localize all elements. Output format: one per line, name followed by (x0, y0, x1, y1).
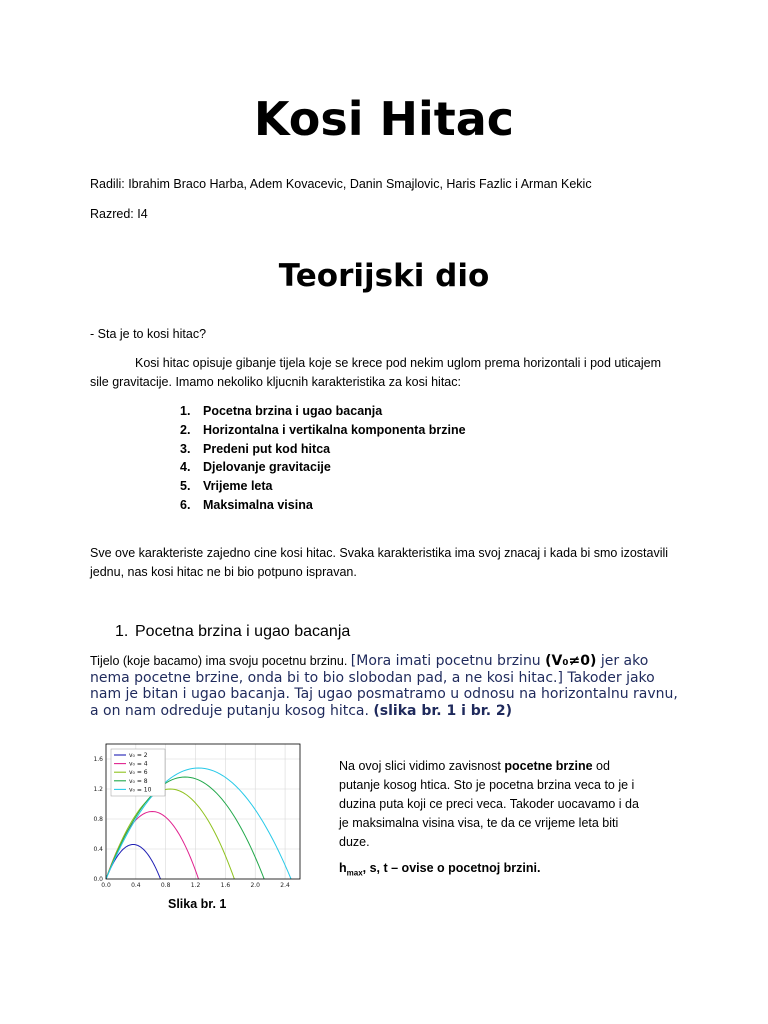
velocity-paragraph-part2: [Mora imati pocetnu brzinu (350, 653, 546, 669)
legend-label: v₀ = 2 (129, 752, 148, 759)
dependency-h: h (339, 861, 347, 875)
authors-line: Radili: Ibrahim Braco Harba, Adem Kovacevic, Danin Smajlovic, Haris Fazlic i Arman Kekic (90, 177, 592, 191)
characteristic-item (180, 421, 466, 440)
velocity-paragraph (90, 653, 690, 719)
class-line: Razred: I4 (90, 207, 148, 221)
characteristic-number: 6. (180, 497, 191, 512)
trajectory-line (106, 845, 160, 880)
legend-label: v₀ = 4 (129, 760, 148, 768)
dependency-subscript: max (346, 868, 363, 878)
figure-caption: Slika br. 1 (168, 897, 227, 911)
figure-description-bold: pocetne brzine (504, 759, 593, 773)
intro-paragraph: Kosi hitac opisuje gibanje tijela koje se krece pod nekim uglom prema horizontali i pod uticajem sile gravitacije. Imamo nekoliko kljucnih karakteristika za kosi hitac: (90, 356, 661, 389)
legend-label: v₀ = 6 (129, 769, 148, 777)
characteristic-number: 2. (180, 422, 191, 437)
characteristic-number: 5. (180, 479, 191, 494)
characteristic-item (180, 440, 466, 459)
characteristic-label: Horizontalna i vertikalna komponenta brzine (203, 422, 466, 437)
section-title: Teorijski dio (278, 258, 490, 294)
summary-paragraph: Sve ove karakteriste zajedno cine kosi hitac. Svaka karakteristika ima svoj znacaj i kada bi smo izostavili jednu, nas kosi hitac ne bi bio potpuno ispravan. (90, 546, 669, 579)
characteristic-number: 4. (180, 460, 191, 475)
chart-legend (111, 749, 165, 796)
characteristic-number: 1. (180, 404, 191, 418)
legend-label: v₀ = 8 (129, 777, 148, 785)
characteristic-item (180, 477, 466, 496)
trajectory-line (106, 789, 234, 879)
y-tick-label: 1.6 (93, 756, 103, 763)
figure-reference: (slika br. 1 i br. 2) (373, 702, 513, 719)
x-tick-label: 1.2 (190, 882, 201, 889)
characteristic-item (180, 458, 466, 477)
characteristic-label: Predeni put kod hitca (203, 441, 331, 456)
y-tick-label: 0.8 (93, 816, 103, 823)
x-tick-label: 0.8 (160, 882, 171, 889)
y-tick-label: 0.0 (93, 876, 103, 883)
figure-description (339, 757, 639, 852)
figure-description-part1: Na ovoj slici vidimo zavisnost (339, 759, 505, 773)
x-tick-label: 2.4 (280, 882, 290, 889)
dependency-line (339, 861, 540, 878)
trajectory-chart (86, 738, 316, 898)
question-line: - Sta je to kosi hitac? (90, 327, 207, 341)
characteristic-label: Djelovanje gravitacije (203, 460, 331, 475)
velocity-paragraph-part3: jer ako nema pocetne brzine, onda bi to bio slobodan pad, a ne kosi hitac.] Takoder jako nam je bitan i ugao bacanja. Taj ugao posmatramo u odnosu na horizontalnu ravnu, a on nam odreduje putanju kosog hitca. (90, 653, 678, 719)
subsection-number: 1. (115, 623, 129, 640)
velocity-paragraph-part1: Tijelo (koje bacamo) ima svoju pocetnu brzinu. (90, 654, 351, 668)
x-tick-label: 1.6 (220, 882, 231, 889)
characteristic-item (180, 496, 466, 515)
legend-label: v₀ = 10 (129, 786, 152, 794)
characteristic-label: Maksimalna visina (203, 497, 313, 512)
characteristics-list (180, 402, 466, 515)
velocity-formula: (V₀≠0) (545, 653, 597, 669)
figure-description-part2: od putanje kosog htica. Sto je pocetna brzina veca to je i duzina puta koji ce preci veca. Takoder uocavamo i da je maksimalna visina visa, te da ce vrijeme leta biti duze. (339, 759, 639, 849)
characteristic-label: Vrijeme leta (203, 479, 273, 494)
subsection-heading (115, 623, 350, 641)
characteristic-number: 3. (180, 441, 191, 456)
x-tick-label: 0.4 (131, 882, 141, 889)
characteristic-label: Pocetna brzina i ugao bacanja (203, 404, 383, 418)
subsection-title: Pocetna brzina i ugao bacanja (135, 623, 351, 640)
characteristic-item (180, 402, 466, 421)
y-tick-label: 0.4 (93, 846, 103, 853)
x-tick-label: 2.0 (250, 882, 261, 889)
x-tick-label: 0.0 (101, 882, 111, 889)
dependency-rest: , s, t – ovise o pocetnoj brzini. (362, 861, 541, 875)
document-title: Kosi Hitac (253, 92, 515, 146)
y-tick-label: 1.2 (93, 786, 103, 793)
